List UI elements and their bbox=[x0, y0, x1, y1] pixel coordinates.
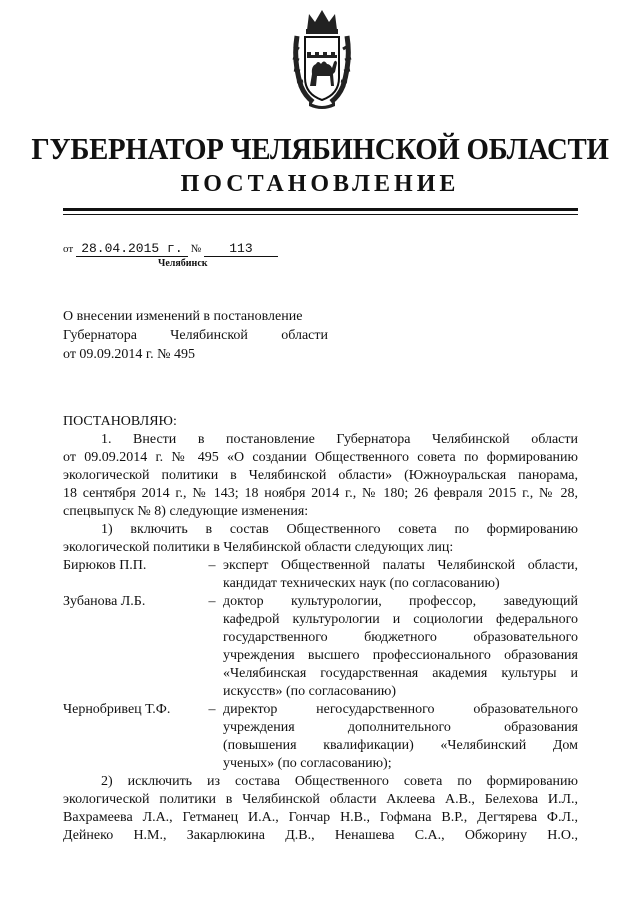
subject-line: О внесении изменений в постановление bbox=[63, 309, 303, 324]
body-line: экологической политики в Челябинской области Аклеева А.В., Белехова И.Л., bbox=[63, 792, 578, 807]
body-line: 1) включить в состав Общественного совета по формированию bbox=[101, 522, 578, 537]
description-line: доктор культурологии, профессор, заведующий bbox=[223, 594, 578, 609]
description-line: учреждения дополнительного образования bbox=[223, 720, 578, 735]
member-row bbox=[63, 701, 578, 773]
description-line: государственного бюджетного образовательного bbox=[223, 630, 578, 645]
body-line: спецвыпуск № 8) следующие изменения: bbox=[63, 504, 309, 519]
header-rule-thin bbox=[63, 214, 578, 215]
document-subject bbox=[63, 307, 328, 364]
governor-title: ГУБЕРНАТОР ЧЕЛЯБИНСКОЙ ОБЛАСТИ bbox=[31, 131, 609, 166]
member-description bbox=[223, 593, 578, 701]
number-prefix: № bbox=[190, 243, 202, 255]
body-line: 1. Внести в постановление Губернатора Челябинской области bbox=[101, 432, 578, 447]
document-body bbox=[63, 413, 578, 845]
date-number-line bbox=[63, 241, 278, 257]
description-line: эксперт Общественной палаты Челябинской области, bbox=[223, 558, 578, 573]
body-line: Вахрамеева Л.А., Гетманец И.А., Гончар Н.В., Гофмана В.Р., Дегтярева Ф.Л., bbox=[63, 810, 578, 825]
member-description bbox=[223, 557, 578, 593]
subject-line: Губернатора Челябинской области bbox=[63, 328, 328, 343]
description-line: искусств» (по согласованию) bbox=[223, 684, 397, 699]
description-line: ученых» (по согласованию); bbox=[223, 756, 392, 771]
description-line: учреждения высшего профессионального образования bbox=[223, 648, 578, 663]
body-line: 18 сентября 2014 г., № 143; 18 ноября 2014 г., № 180; 26 февраля 2015 г., № 28, bbox=[63, 486, 578, 501]
subject-line: от 09.09.2014 г. № 495 bbox=[63, 347, 195, 362]
member-row bbox=[63, 557, 578, 593]
decree-heading: ПОСТАНОВЛЯЮ: bbox=[63, 414, 177, 429]
coat-of-arms-emblem bbox=[291, 6, 353, 110]
city-label: Челябинск bbox=[158, 258, 208, 269]
member-name: Чернобривец Т.Ф. bbox=[63, 702, 171, 717]
member-name: Зубанова Л.Б. bbox=[63, 594, 146, 609]
header-rule-thick bbox=[63, 208, 578, 211]
document-date: 28.04.2015 г. bbox=[76, 241, 188, 257]
date-prefix: от bbox=[63, 243, 74, 255]
description-line: кафедрой культурологии и социологии федерального bbox=[223, 612, 578, 627]
member-description bbox=[223, 701, 578, 773]
member-name: Бирюков П.П. bbox=[63, 558, 147, 573]
member-dash: – bbox=[208, 558, 216, 573]
document-type: ПОСТАНОВЛЕНИЕ bbox=[180, 171, 460, 197]
body-line: 2) исключить из состава Общественного совета по формированию bbox=[101, 774, 578, 789]
body-line: Дейнеко Н.М., Закарлюкина Д.В., Ненашева С.А., Обжорину Н.О., bbox=[63, 828, 578, 843]
description-line: (повышения квалификации) «Челябинский Дом bbox=[223, 738, 578, 753]
member-dash: – bbox=[208, 594, 216, 609]
description-line: директор негосударственного образовательного bbox=[223, 702, 578, 717]
description-line: кандидат технических наук (по согласованию) bbox=[223, 576, 500, 591]
body-line: экологической политики в Челябинской области» (Южноуральская панорама, bbox=[63, 468, 578, 483]
member-row bbox=[63, 593, 578, 701]
member-dash: – bbox=[208, 702, 216, 717]
document-number: 113 bbox=[204, 241, 278, 257]
body-line: от 09.09.2014 г. № 495 «О создании Общественного совета по формированию bbox=[63, 450, 578, 465]
body-line: экологической политики в Челябинской области следующих лиц: bbox=[63, 540, 454, 555]
description-line: «Челябинская государственная академия культуры и bbox=[223, 666, 578, 681]
